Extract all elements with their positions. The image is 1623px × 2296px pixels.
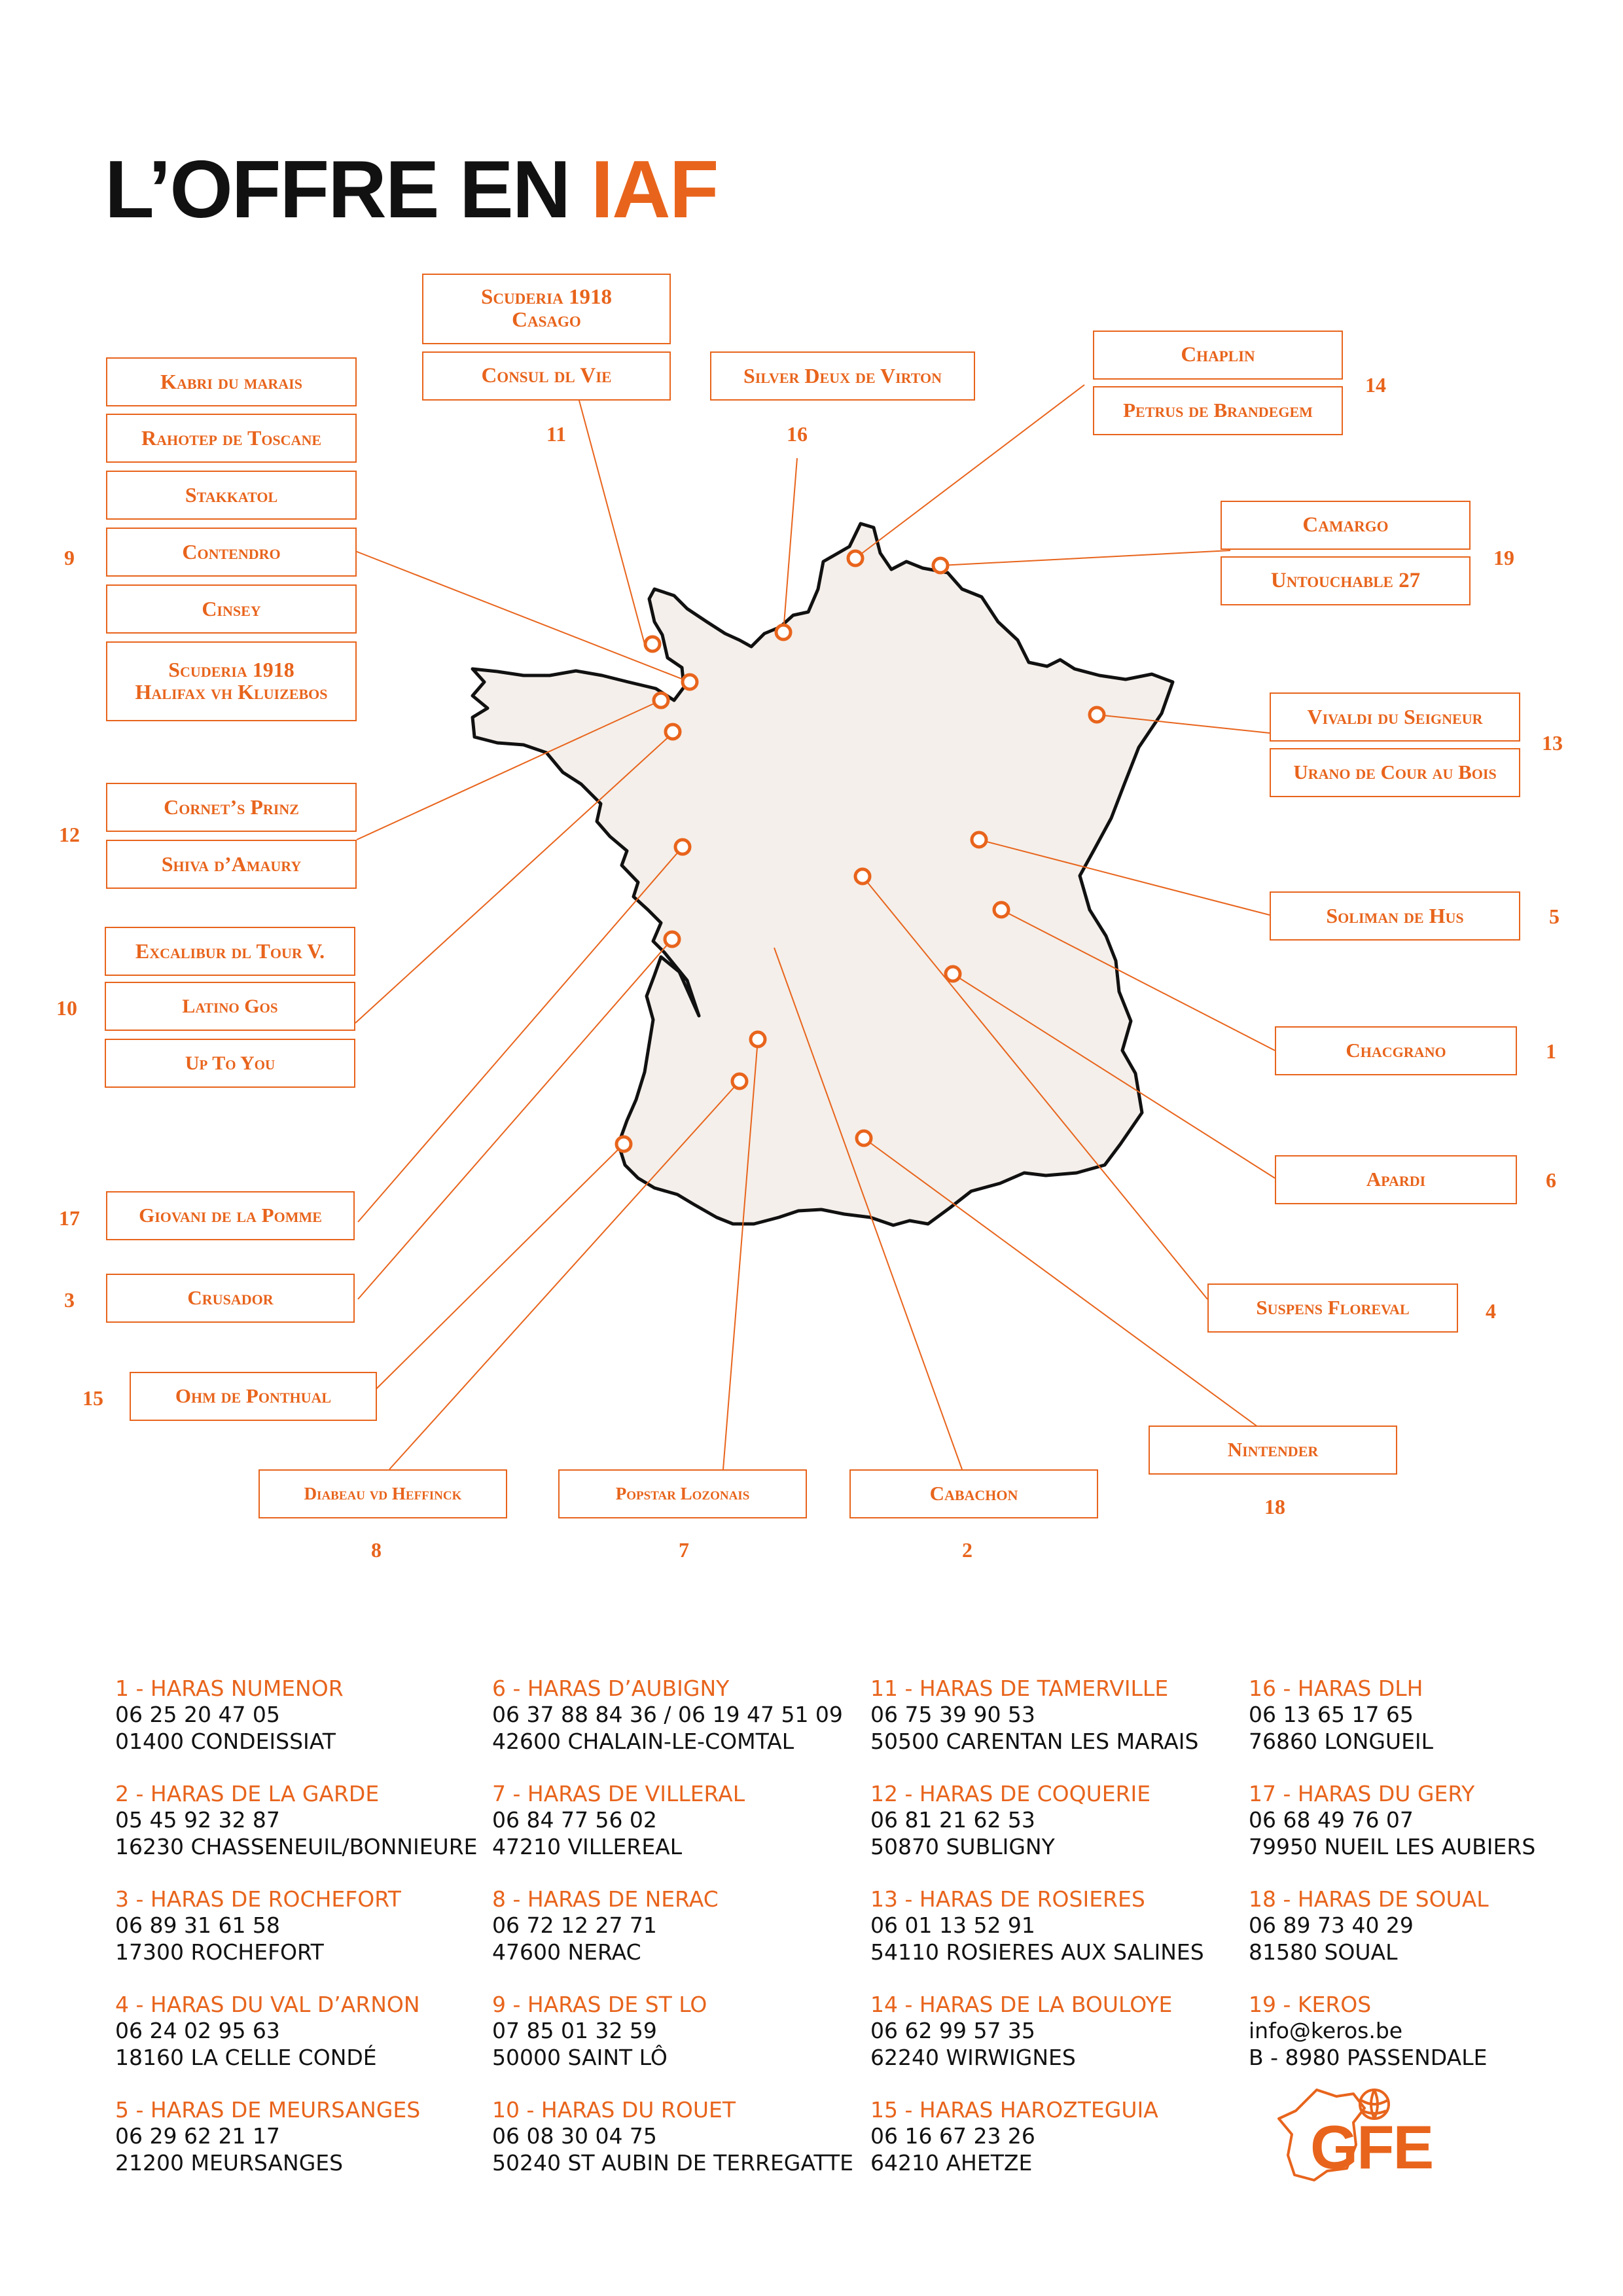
stud-number: 19 bbox=[1493, 546, 1514, 569]
stud-number: 4 bbox=[1486, 1299, 1496, 1323]
horse-box bbox=[106, 1274, 355, 1323]
horse-name: Chacgrano bbox=[1346, 1039, 1446, 1062]
horse-box bbox=[106, 584, 357, 634]
stud-address: 16230 CHASSENEUIL/BONNIEURE bbox=[115, 1833, 478, 1859]
stud-name: 4 - HARAS DU VAL D’ARNON bbox=[115, 1992, 420, 2017]
directory-entry bbox=[870, 2097, 1158, 2176]
stud-address: 18160 LA CELLE CONDÉ bbox=[115, 2044, 377, 2070]
stud-phone: 06 25 20 47 05 bbox=[115, 1702, 280, 1728]
stud-phone: 06 01 13 52 91 bbox=[870, 1912, 1035, 1939]
stud-phone: 06 68 49 76 07 bbox=[1249, 1807, 1414, 1833]
directory-entry bbox=[1249, 1676, 1433, 1755]
horse-name: Petrus de Brandegem bbox=[1123, 399, 1313, 422]
horse-box bbox=[106, 641, 357, 721]
stud-address: 47210 VILLEREAL bbox=[492, 1833, 683, 1859]
stud-name: 19 - KEROS bbox=[1249, 1992, 1372, 2017]
stud-name: 13 - HARAS DE ROSIERES bbox=[870, 1886, 1145, 1912]
stud-number: 13 bbox=[1542, 731, 1563, 755]
horse-box bbox=[105, 982, 355, 1031]
stud-name: 2 - HARAS DE LA GARDE bbox=[115, 1781, 380, 1806]
stud-address: 54110 ROSIERES AUX SALINES bbox=[870, 1939, 1204, 1965]
stud-name: 7 - HARAS DE VILLERAL bbox=[492, 1781, 745, 1806]
directory-entry bbox=[115, 2097, 420, 2176]
horse-box bbox=[106, 471, 357, 520]
horse-box bbox=[422, 351, 671, 401]
stud-phone: 06 89 31 61 58 bbox=[115, 1912, 280, 1939]
horse-name: Chaplin bbox=[1181, 343, 1255, 367]
stud-name: 8 - HARAS DE NERAC bbox=[492, 1886, 719, 1912]
horse-box bbox=[710, 351, 975, 401]
stud-phone: 07 85 01 32 59 bbox=[492, 2018, 657, 2044]
stud-phone: 06 75 39 90 53 bbox=[870, 1702, 1035, 1728]
horse-name: Excalibur dl Tour V. bbox=[135, 939, 325, 963]
title-main: L’OFFRE EN bbox=[105, 145, 591, 235]
horse-box bbox=[422, 274, 671, 344]
directory-entry bbox=[492, 1781, 745, 1860]
directory-entry bbox=[492, 1676, 843, 1755]
stud-address: 17300 ROCHEFORT bbox=[115, 1939, 324, 1965]
stud-name: 9 - HARAS DE ST LO bbox=[492, 1992, 707, 2017]
directory-entry bbox=[870, 1676, 1198, 1755]
horse-box bbox=[1149, 1426, 1397, 1475]
stud-address: 50500 CARENTAN LES MARAIS bbox=[870, 1728, 1199, 1754]
horse-name: Rahotep de Toscane bbox=[141, 425, 322, 450]
title-accent: IAF bbox=[590, 145, 718, 235]
stud-number: 6 bbox=[1546, 1168, 1556, 1192]
horse-name: Apardi bbox=[1366, 1168, 1426, 1191]
stud-name: 11 - HARAS DE TAMERVILLE bbox=[870, 1676, 1169, 1701]
horse-box bbox=[1270, 891, 1520, 941]
stud-phone: 06 84 77 56 02 bbox=[492, 1807, 657, 1833]
directory-entry bbox=[115, 1676, 344, 1755]
stud-phone: 06 08 30 04 75 bbox=[492, 2123, 657, 2149]
stud-address: 21200 MEURSANGES bbox=[115, 2149, 344, 2176]
stud-phone: 06 24 02 95 63 bbox=[115, 2018, 280, 2044]
horse-box bbox=[106, 840, 357, 889]
horse-name: Cabachon bbox=[929, 1482, 1018, 1505]
directory-entry bbox=[1249, 1781, 1535, 1860]
horse-name: Scuderia 1918 Halifax vh Kluizebos bbox=[135, 658, 328, 704]
stud-number: 18 bbox=[1264, 1495, 1285, 1518]
horse-name: Crusador bbox=[187, 1286, 274, 1310]
stud-number: 9 bbox=[64, 546, 75, 569]
horse-box bbox=[106, 1191, 355, 1240]
horse-box bbox=[106, 783, 357, 832]
stud-address: B - 8980 PASSENDALE bbox=[1249, 2044, 1488, 2070]
france-outline bbox=[473, 524, 1173, 1225]
stud-address: 62240 WIRWIGNES bbox=[870, 2044, 1076, 2070]
stud-name: 3 - HARAS DE ROCHEFORT bbox=[115, 1886, 401, 1912]
stud-name: 16 - HARAS DLH bbox=[1249, 1676, 1423, 1701]
stud-address: 01400 CONDEISSIAT bbox=[115, 1728, 336, 1754]
stud-address: 50240 ST AUBIN DE TERREGATTE bbox=[492, 2149, 853, 2176]
horse-box bbox=[1207, 1283, 1458, 1333]
horse-box bbox=[1270, 748, 1520, 797]
horse-box bbox=[849, 1469, 1098, 1518]
logo-text: GFE bbox=[1310, 2113, 1433, 2181]
stud-phone: 06 89 73 40 29 bbox=[1249, 1912, 1414, 1939]
stud-name: 5 - HARAS DE MEURSANGES bbox=[115, 2097, 421, 2123]
stud-name: 1 - HARAS NUMENOR bbox=[115, 1676, 344, 1701]
horse-name: Latino Gos bbox=[182, 995, 278, 1017]
horse-box bbox=[106, 357, 357, 406]
horse-name: Ohm de Ponthual bbox=[175, 1384, 332, 1408]
stud-phone: 06 62 99 57 35 bbox=[870, 2018, 1035, 2044]
horse-name: Untouchable 27 bbox=[1270, 569, 1421, 593]
stud-name: 17 - HARAS DU GERY bbox=[1249, 1781, 1475, 1806]
horse-name: Consul dl Vie bbox=[481, 364, 612, 388]
horse-name: Cinsey bbox=[202, 596, 261, 620]
directory-entry bbox=[115, 1992, 420, 2071]
stud-number: 5 bbox=[1549, 905, 1560, 928]
directory-entry bbox=[115, 1886, 401, 1965]
gfe-logo bbox=[1276, 2085, 1466, 2183]
horse-name: Urano de Cour au Bois bbox=[1293, 761, 1497, 784]
horse-box bbox=[106, 528, 357, 577]
stud-phone: 06 13 65 17 65 bbox=[1249, 1702, 1414, 1728]
stud-number: 2 bbox=[962, 1538, 972, 1562]
stud-number: 16 bbox=[787, 422, 808, 446]
stud-address: 79950 NUEIL LES AUBIERS bbox=[1249, 1833, 1536, 1859]
directory-entry bbox=[1249, 1992, 1487, 2071]
horse-box bbox=[558, 1469, 807, 1518]
horse-name: Stakkatol bbox=[185, 482, 278, 507]
stud-address: 81580 SOUAL bbox=[1249, 1939, 1398, 1965]
stud-number: 8 bbox=[371, 1538, 382, 1562]
stud-number: 14 bbox=[1365, 373, 1386, 397]
stud-phone: 06 81 21 62 53 bbox=[870, 1807, 1035, 1833]
stud-address: 50000 SAINT LÔ bbox=[492, 2044, 668, 2070]
horse-box bbox=[1275, 1026, 1517, 1075]
horse-box bbox=[105, 927, 355, 976]
horse-name: Soliman de Hus bbox=[1326, 903, 1464, 927]
stud-name: 18 - HARAS DE SOUAL bbox=[1249, 1886, 1489, 1912]
horse-name: Contendro bbox=[182, 539, 281, 564]
directory-entry bbox=[492, 1886, 719, 1965]
horse-box bbox=[105, 1039, 355, 1088]
stud-phone: 05 45 92 32 87 bbox=[115, 1807, 280, 1833]
stud-name: 14 - HARAS DE LA BOULOYE bbox=[870, 1992, 1173, 2017]
horse-name: Kabri du marais bbox=[160, 369, 302, 393]
horse-box bbox=[259, 1469, 507, 1518]
horse-name: Diabeau vd Heffinck bbox=[304, 1484, 462, 1504]
horse-box bbox=[1093, 386, 1343, 435]
stud-number: 3 bbox=[64, 1288, 75, 1312]
stud-number: 7 bbox=[679, 1538, 689, 1562]
directory-entry bbox=[870, 1992, 1172, 2071]
horse-name: Scuderia 1918 Casago bbox=[481, 285, 612, 332]
directory-entry bbox=[492, 2097, 853, 2176]
stud-number: 17 bbox=[59, 1206, 80, 1230]
horse-box bbox=[1275, 1155, 1517, 1204]
horse-box bbox=[1221, 556, 1471, 605]
horse-name: Suspens Floreval bbox=[1256, 1296, 1410, 1319]
horse-box bbox=[1221, 501, 1471, 550]
stud-phone: 06 29 62 21 17 bbox=[115, 2123, 280, 2149]
horse-name: Nintender bbox=[1227, 1438, 1319, 1462]
horse-name: Up To You bbox=[185, 1052, 276, 1074]
stud-number: 11 bbox=[546, 422, 567, 446]
directory-entry bbox=[492, 1992, 707, 2071]
stud-number: 10 bbox=[56, 996, 77, 1020]
stud-number: 15 bbox=[82, 1386, 103, 1410]
horse-name: Giovani de la Pomme bbox=[139, 1204, 322, 1227]
stud-phone: 06 37 88 84 36 / 06 19 47 51 09 bbox=[492, 1702, 843, 1728]
stud-address: 64210 AHETZE bbox=[870, 2149, 1033, 2176]
stud-name: 10 - HARAS DU ROUET bbox=[492, 2097, 736, 2123]
stud-phone: 06 16 67 23 26 bbox=[870, 2123, 1035, 2149]
stud-number: 12 bbox=[59, 823, 80, 846]
horse-box bbox=[106, 414, 357, 463]
horse-name: Shiva d’Amaury bbox=[161, 852, 302, 876]
stud-email: info@keros.be bbox=[1249, 2018, 1403, 2044]
horse-name: Vivaldi du Seigneur bbox=[1307, 704, 1483, 728]
horse-box bbox=[130, 1372, 377, 1421]
horse-name: Popstar Lozonais bbox=[615, 1484, 750, 1504]
horse-name: Silver Deux de Virton bbox=[743, 363, 942, 387]
horse-name: Camargo bbox=[1302, 513, 1389, 537]
stud-phone: 06 72 12 27 71 bbox=[492, 1912, 657, 1939]
stud-name: 6 - HARAS D’AUBIGNY bbox=[492, 1676, 730, 1701]
directory-entry bbox=[1249, 1886, 1489, 1965]
stud-number: 1 bbox=[1546, 1039, 1556, 1063]
stud-address: 42600 CHALAIN-LE-COMTAL bbox=[492, 1728, 794, 1754]
directory-entry bbox=[870, 1886, 1204, 1965]
stud-address: 50870 SUBLIGNY bbox=[870, 1833, 1055, 1859]
stud-address: 76860 LONGUEIL bbox=[1249, 1728, 1434, 1754]
horse-box bbox=[1270, 692, 1520, 742]
directory-entry bbox=[115, 1781, 478, 1860]
horse-box bbox=[1093, 331, 1343, 380]
stud-address: 47600 NERAC bbox=[492, 1939, 641, 1965]
stud-name: 15 - HARAS HAROZTEGUIA bbox=[870, 2097, 1158, 2123]
horse-name: Cornet’s Prinz bbox=[164, 795, 299, 819]
directory-entry bbox=[870, 1781, 1150, 1860]
stud-name: 12 - HARAS DE COQUERIE bbox=[870, 1781, 1151, 1806]
